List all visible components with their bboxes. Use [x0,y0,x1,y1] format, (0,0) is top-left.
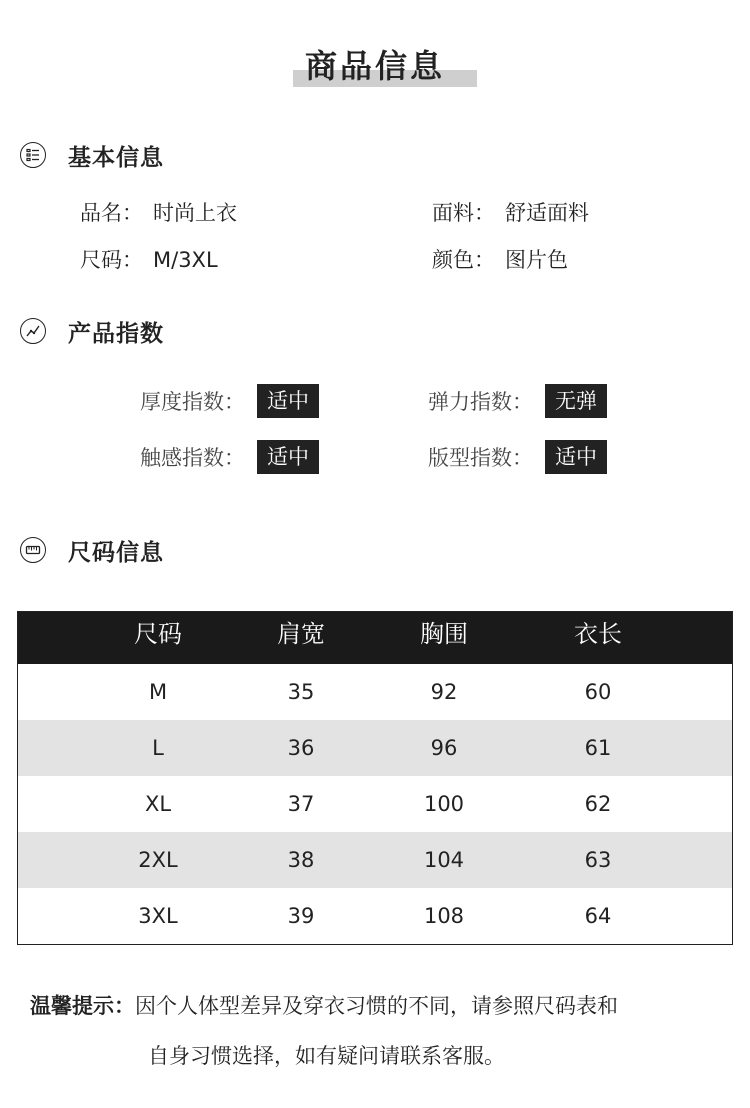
section-size-title: 尺码信息 [68,539,164,566]
index-touch-badge: 适中 [257,440,319,474]
cell-length: 62 [584,792,612,816]
index-touch-label: 触感指数： [140,446,245,470]
info-color-value: 图片色 [505,248,568,272]
cell-size: XL [144,792,172,816]
index-thickness-badge: 适中 [257,384,319,418]
trend-icon [20,318,46,344]
index-thickness [140,384,319,418]
tip-text-2: 自身习惯选择，如有疑问请联系客服。 [148,1044,505,1068]
tip-label: 温馨提示： [30,994,135,1018]
cell-size: 2XL [138,848,178,872]
table-row [18,720,732,776]
section-basic-title: 基本信息 [68,144,164,171]
info-name [80,197,237,227]
tip-text-1: 因个人体型差异及穿衣习惯的不同，请参照尺码表和 [135,994,618,1018]
info-color-label: 颜色： [432,248,495,272]
cell-size: 3XL [138,904,178,928]
size-table [17,611,733,945]
index-fit-label: 版型指数： [428,446,533,470]
cell-shoulder: 37 [287,792,315,816]
index-elasticity-label: 弹力指数： [428,390,533,414]
info-name-label: 品名： [80,201,143,225]
cell-length: 64 [584,904,612,928]
section-size-header [20,535,164,565]
info-fabric-value: 舒适面料 [505,201,589,225]
info-fabric-label: 面料： [432,201,495,225]
info-size-value: M/3XL [153,248,218,272]
table-row [18,832,732,888]
section-basic-header [20,140,164,170]
info-size [80,244,218,274]
info-size-label: 尺码： [80,248,143,272]
cell-chest: 108 [423,904,465,928]
cell-chest: 100 [423,792,465,816]
header-size: 尺码 [134,620,182,648]
tip-line-2 [148,1040,505,1070]
info-fabric [432,197,589,227]
header-shoulder: 肩宽 [277,620,325,648]
cell-length: 60 [584,680,612,704]
index-thickness-label: 厚度指数： [140,390,245,414]
cell-size: M [148,680,168,704]
table-row [18,664,732,720]
cell-shoulder: 38 [287,848,315,872]
cell-shoulder: 36 [287,736,315,760]
index-fit [428,440,607,474]
section-index-title: 产品指数 [68,320,164,347]
index-elasticity-badge: 无弹 [545,384,607,418]
tip-line-1 [30,990,618,1020]
list-icon [20,142,46,168]
cell-chest: 96 [430,736,458,760]
table-row [18,776,732,832]
table-row [18,888,732,944]
header-chest: 胸围 [420,620,468,648]
info-name-value: 时尚上衣 [153,201,237,225]
index-touch [140,440,319,474]
ruler-icon [20,537,46,563]
cell-shoulder: 39 [287,904,315,928]
index-fit-badge: 适中 [545,440,607,474]
index-elasticity [428,384,607,418]
cell-chest: 104 [423,848,465,872]
page-title: 商品信息 [304,47,445,85]
cell-length: 63 [584,848,612,872]
header-length: 衣长 [574,620,622,648]
cell-length: 61 [584,736,612,760]
cell-chest: 92 [430,680,458,704]
cell-shoulder: 35 [287,680,315,704]
page-title-wrap [0,44,750,88]
cell-size: L [152,736,164,760]
section-index-header [20,316,164,346]
size-table-header [18,612,732,664]
info-color [432,244,568,274]
